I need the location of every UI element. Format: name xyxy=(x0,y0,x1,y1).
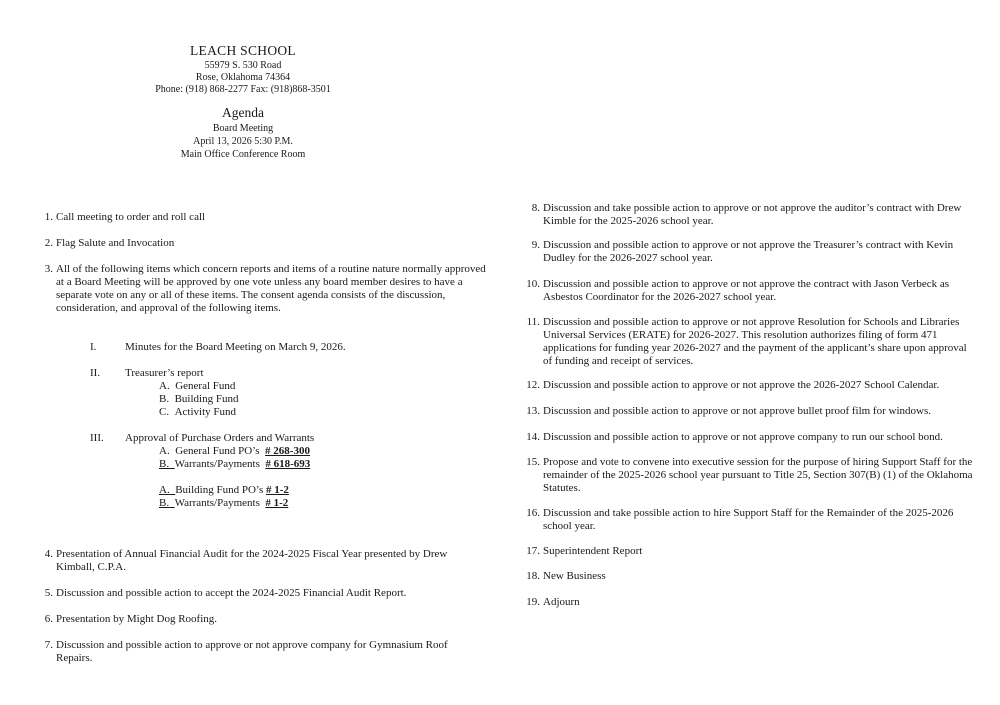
meeting-type: Board Meeting xyxy=(212,123,274,134)
item-text: Superintendent Report xyxy=(543,545,643,557)
item-number: 9. xyxy=(531,239,540,251)
roman-numeral: III. xyxy=(90,432,104,444)
item-number: 12. xyxy=(526,379,540,391)
po-general-fund: A. General Fund PO’s # 268-300 xyxy=(159,445,310,457)
item-text: New Business xyxy=(543,570,606,582)
item-number: 15. xyxy=(526,456,540,468)
item-number: 11. xyxy=(526,316,540,328)
roman-numeral: I. xyxy=(90,341,97,353)
warrants-general-fund: B. Warrants/Payments # 618-693 xyxy=(159,458,311,470)
school-name: LEACH SCHOOL xyxy=(190,43,296,58)
item-text: Presentation of Annual Financial Audit for the 2024-2025 Fiscal Year presented by Drew Kimball, C.P.A. xyxy=(56,548,448,573)
consent-text: Approval of Purchase Orders and Warrants xyxy=(125,432,315,444)
item-text: Discussion and possible action to approve or not approve the contract with Jason Verbeck as Asbestos Coordinator for the 2026-2027 school year. xyxy=(543,278,950,303)
item-number: 16. xyxy=(526,507,540,519)
item-text: Discussion and possible action to approve or not approve the Treasurer’s contract with Kevin Dudley for the 2026-2027 school year. xyxy=(543,239,954,264)
item-text: Flag Salute and Invocation xyxy=(56,237,175,249)
consent-text: Minutes for the Board Meeting on March 9, 2026. xyxy=(125,341,346,353)
treasurer-activity-fund: C. Activity Fund xyxy=(159,406,237,418)
treasurer-building-fund: B. Building Fund xyxy=(159,393,239,405)
item-number: 3. xyxy=(44,263,53,275)
item-text: Adjourn xyxy=(543,596,580,608)
treasurer-general-fund: A. General Fund xyxy=(159,380,236,392)
warrants-building-fund: B. Warrants/Payments # 1-2 xyxy=(159,497,289,509)
agenda-title: Agenda xyxy=(222,105,264,120)
item-text: All of the following items which concern reports and items of a routine nature normally approved at a Board Meeting will be approved by one vote unless any board member desires to have a separate vote on any or all of these items. The consent agenda consists of the discussion, consideration, and approval of the following items. xyxy=(56,263,486,314)
item-number: 17. xyxy=(526,545,540,557)
meeting-datetime: April 13, 2026 5:30 P.M. xyxy=(193,136,293,147)
item-number: 8. xyxy=(531,202,540,214)
phone-fax: Phone: (918) 868-2277 Fax: (918)868-3501 xyxy=(155,84,331,95)
item-number: 2. xyxy=(44,237,53,249)
item-text: Discussion and take possible action to hire Support Staff for the Remainder of the 2025-2026 school year. xyxy=(543,507,954,532)
item-number: 13. xyxy=(526,405,540,417)
item-text: Discussion and take possible action to approve or not approve the auditor’s contract with Drew Kimble for the 2025-2026 school year. xyxy=(543,202,962,227)
address-line-2: Rose, Oklahoma 74364 xyxy=(195,72,291,83)
item-number: 14. xyxy=(526,431,540,443)
item-number: 4. xyxy=(44,548,53,560)
po-building-fund: A. Building Fund PO’s # 1-2 xyxy=(159,484,289,496)
item-number: 6. xyxy=(44,613,53,625)
item-text: Discussion and possible action to approve or not approve company for Gymnasium Roof Repairs. xyxy=(56,639,448,664)
roman-numeral: II. xyxy=(90,367,101,379)
item-text: Discussion and possible action to approve or not approve company to run our school bond. xyxy=(543,431,943,443)
item-number: 18. xyxy=(526,570,540,582)
item-number: 5. xyxy=(44,587,53,599)
item-text: Propose and vote to convene into executive session for the purpose of hiring Support Staff for the remainder of the 2025-2026 school year pursuant to Title 25, Section 307(B) (1) of the Oklahoma Statutes. xyxy=(543,456,973,494)
item-text: Discussion and possible action to accept the 2024-2025 Financial Audit Report. xyxy=(56,587,407,599)
item-number: 10. xyxy=(526,278,540,290)
item-number: 19. xyxy=(526,596,540,608)
po-range: # 268-300 xyxy=(265,445,310,457)
warrant-range: # 1-2 xyxy=(265,497,289,509)
po-range: # 1-2 xyxy=(265,484,289,496)
address-line-1: 55979 S. 530 Road xyxy=(204,60,282,71)
item-text: Discussion and possible action to approve or not approve bullet proof film for windows. xyxy=(543,405,931,417)
item-text: Discussion and possible action to approve or not approve the 2026-2027 School Calendar. xyxy=(543,379,940,391)
item-text: Call meeting to order and roll call xyxy=(56,211,206,223)
warrant-range: # 618-693 xyxy=(265,458,311,470)
meeting-location: Main Office Conference Room xyxy=(180,149,306,160)
consent-text: Treasurer’s report xyxy=(125,367,204,379)
item-number: 7. xyxy=(44,639,53,651)
item-text: Presentation by Might Dog Roofing. xyxy=(56,613,218,625)
item-number: 1. xyxy=(44,211,53,223)
item-text: Discussion and possible action to approve or not approve Resolution for Schools and Libraries Universal Services (ERATE) for 2026-2027. This resolution authorizes filing of form 471 applications for funding year 2026-2027 and the payment of the applicant’s share upon approval of funding and receipt of services. xyxy=(543,316,967,367)
